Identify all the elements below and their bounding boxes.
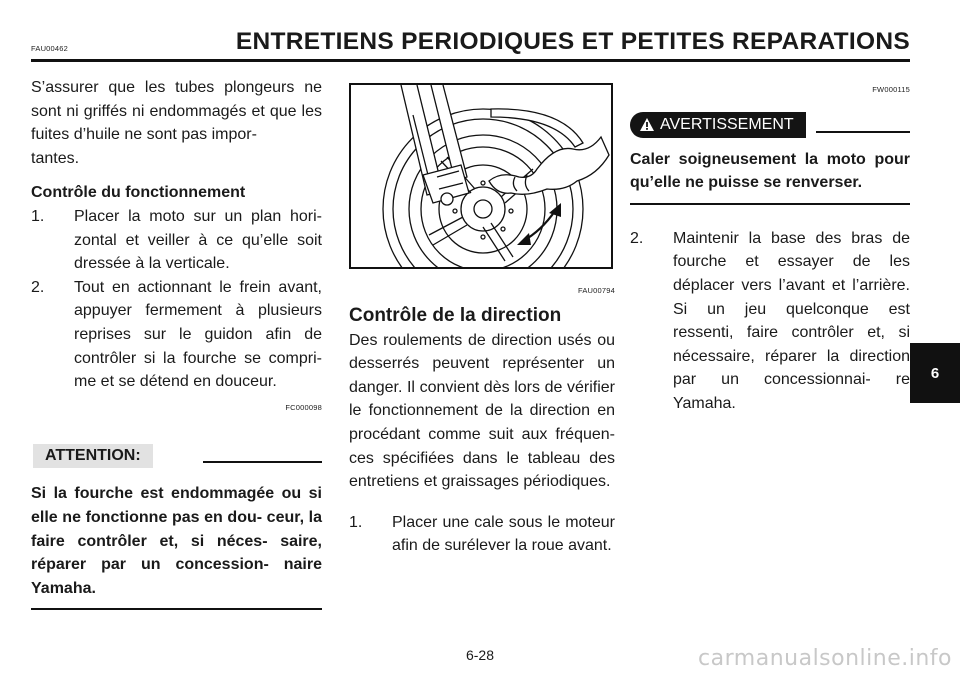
page-title: ENTRETIENS PERIODIQUES ET PETITES REPARATIONS [235, 28, 910, 55]
intro-part-1: S’assurer que les tubes plongeurs ne sont ni griffés ni endommagés et que les fuites d’huile ne sont pas impor- [31, 79, 322, 144]
caution-box [31, 440, 322, 472]
caution-rule [203, 461, 322, 463]
warning-triangle-icon [639, 117, 655, 132]
list-text: Placer une cale sous le moteur afin de surélever la roue avant. [392, 513, 615, 555]
list-item [349, 511, 615, 558]
list-number: 1. [31, 207, 45, 225]
section-code: FAU00794 [577, 286, 615, 295]
caution-end-rule [31, 608, 322, 610]
watermark: carmanualsonline.info [698, 646, 952, 671]
caution-code: FC000098 [285, 402, 322, 412]
list-number: 1. [349, 513, 363, 531]
column-2 [349, 76, 615, 558]
list-item [630, 227, 910, 416]
list-text: Tout en actionnant le frein avant, appuyer fermement à plusieurs reprises sur le guidon afin de contrôler si la fourche se compri- me et se détend en douceur. [74, 278, 322, 391]
warning-code: FW000115 [872, 85, 910, 94]
list-number: 2. [31, 278, 45, 296]
subhead-function-check: Contrôle du fonctionnement [31, 184, 246, 202]
list-number: 2. [630, 229, 644, 247]
chapter-tab: 6 [910, 343, 960, 403]
list-item [31, 205, 322, 276]
intro-paragraph [31, 76, 322, 170]
column-1 [31, 76, 322, 610]
caution-label: ATTENTION: [33, 444, 153, 468]
list-text: Maintenir la base des bras de fourche et essayer de les déplacer vers l’avant et l’arrière. Si un jeu quelconque est ressenti, faire contrôler et, si nécessaire, réparer la direction par un concessionnai- re Yamaha. [673, 229, 910, 412]
caution-text: Si la fourche est endommagée ou si elle ne fonctionne pas en dou- ceur, la faire contrôler et, si néces- saire, réparer par un concession- naire Yamaha. [31, 485, 322, 597]
warning-label [630, 112, 806, 138]
list-text: Placer la moto sur un plan hori- zontal et veiller à ce qu’elle soit dressée à la verticale. [74, 207, 322, 273]
section-title-steering: Contrôle de la direction [349, 304, 562, 326]
page-number: 6-28 [465, 647, 495, 663]
header-rule [31, 59, 910, 62]
steering-paragraph: Des roulements de direction usés ou desserrés peuvent représenter un danger. Il convient dès lors de vérifier le fonctionnement de la direction en procédant comme suit aux fréquen- ces spécifiées dans le tableau des entretiens et graissages périodiques. [349, 331, 615, 491]
warning-end-rule [630, 203, 910, 205]
column-3 [630, 76, 910, 416]
front-wheel-illustration [351, 85, 611, 267]
list-item [31, 276, 322, 394]
header-code: FAU00462 [31, 44, 69, 53]
figure-front-wheel [349, 83, 613, 269]
warning-text: Caler soigneusement la moto pour qu’elle ne puisse se renverser. [630, 150, 910, 192]
intro-part-2: tantes. [31, 149, 80, 167]
warning-rule [816, 131, 910, 133]
warning-label-text: AVERTISSEMENT [660, 115, 794, 133]
warning-box [630, 106, 910, 144]
